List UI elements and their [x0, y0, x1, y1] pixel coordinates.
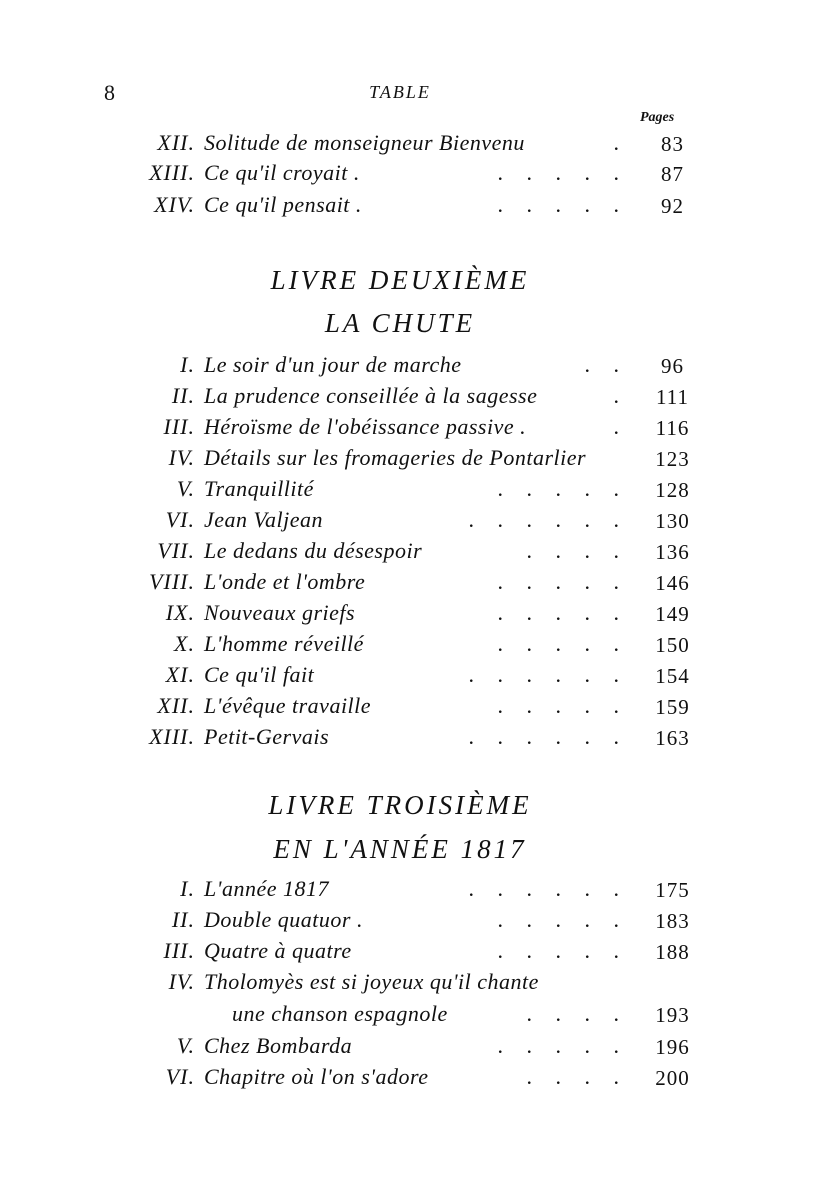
toc-entry [0, 1033, 840, 1063]
page-ref: 154 [655, 664, 690, 688]
book-heading: LIVRE DEUXIÈME [270, 265, 530, 295]
leader-dots: . . . . . [497, 600, 628, 625]
leader-dots: . . . . . [497, 160, 628, 185]
leader-dots: . . . . . . [468, 876, 628, 901]
page-ref: 87 [661, 162, 684, 186]
toc-entry [0, 969, 840, 999]
chapter-number: I. [180, 352, 195, 377]
leader-dots: . [613, 130, 628, 155]
chapter-title: Quatre à quatre [204, 938, 352, 963]
chapter-title: Ce qu'il pensait . [204, 192, 362, 217]
chapter-title: Héroïsme de l'obéissance passive . [204, 414, 527, 439]
chapter-title: L'homme réveillé [204, 631, 364, 656]
toc-entry [0, 600, 840, 630]
page-ref: 183 [655, 909, 690, 933]
toc-entry [0, 507, 840, 537]
book-subheading: EN L'ANNÉE 1817 [273, 834, 527, 864]
pages-column-label: Pages [640, 110, 675, 125]
leader-dots: . . . . . [497, 192, 628, 217]
page-ref: 92 [661, 194, 684, 218]
toc-entry [0, 938, 840, 968]
leader-dots: . [613, 414, 628, 439]
toc-entry [0, 476, 840, 506]
page-ref: 188 [655, 940, 690, 964]
chapter-title: Détails sur les fromageries de Pontarlier [204, 445, 587, 470]
chapter-number: II. [171, 907, 195, 932]
chapter-number: IV. [168, 969, 195, 994]
leader-dots: . . . . [526, 538, 628, 563]
page-ref: 159 [655, 695, 690, 719]
leader-dots: . . . . [526, 1064, 628, 1089]
chapter-number: XII. [157, 693, 195, 718]
chapter-title: Chapitre où l'on s'adore [204, 1064, 429, 1089]
page-ref: 123 [655, 447, 690, 471]
chapter-title: Chez Bombarda [204, 1033, 353, 1058]
chapter-number: XII. [157, 130, 195, 155]
chapter-number: II. [171, 383, 195, 408]
chapter-title: La prudence conseillée à la sagesse [204, 383, 538, 408]
toc-entry [0, 724, 840, 754]
chapter-number: VI. [165, 507, 195, 532]
page-ref: 111 [656, 385, 689, 409]
chapter-number: X. [174, 631, 195, 656]
toc-entry [0, 1064, 840, 1094]
chapter-title: Ce qu'il fait [204, 662, 315, 687]
toc-entry [0, 569, 840, 599]
leader-dots: . . . . . [497, 569, 628, 594]
chapter-title: Le dedans du désespoir [204, 538, 423, 563]
chapter-number: VIII. [149, 569, 195, 594]
leader-dots: . . . . . [497, 907, 628, 932]
toc-entry [0, 130, 840, 160]
chapter-title: Double quatuor . [204, 907, 363, 932]
chapter-title: L'évêque travaille [204, 693, 372, 718]
page-ref: 150 [655, 633, 690, 657]
leader-dots: . . . . [526, 1001, 628, 1026]
chapter-number: IX. [165, 600, 195, 625]
leader-dots: . . . . . [497, 631, 628, 656]
chapter-number: XIII. [149, 724, 195, 749]
page-ref: 149 [655, 602, 690, 626]
toc-entry [0, 662, 840, 692]
chapter-title: une chanson espagnole [232, 1001, 448, 1026]
chapter-number: VI. [165, 1064, 195, 1089]
chapter-number: III. [163, 414, 195, 439]
running-title: TABLE [369, 82, 431, 102]
chapter-number: III. [163, 938, 195, 963]
chapter-title: Ce qu'il croyait . [204, 160, 360, 185]
chapter-number: VII. [157, 538, 195, 563]
page-ref: 163 [655, 726, 690, 750]
leader-dots: . . . . . . [468, 507, 628, 532]
page-ref: 200 [655, 1066, 690, 1090]
chapter-title: Jean Valjean [204, 507, 324, 532]
book-heading: LIVRE TROISIÈME [268, 790, 532, 820]
chapter-number: XIV. [154, 192, 195, 217]
page-ref: 136 [655, 540, 690, 564]
page-ref: 116 [655, 416, 690, 440]
chapter-title: Nouveaux griefs [204, 600, 356, 625]
toc-entry [0, 192, 840, 222]
chapter-number: I. [180, 876, 195, 901]
book-subheading: LA CHUTE [324, 308, 476, 338]
leader-dots: . . . . . [497, 938, 628, 963]
toc-entry [0, 414, 840, 444]
page-ref: 96 [661, 354, 684, 378]
page-ref: 146 [655, 571, 690, 595]
toc-entry [0, 383, 840, 413]
page-ref: 128 [655, 478, 690, 502]
leader-dots: . . . . . [497, 476, 628, 501]
chapter-title: L'année 1817 [204, 876, 329, 901]
chapter-number: IV. [168, 445, 195, 470]
toc-entry [0, 538, 840, 568]
chapter-number: XI. [165, 662, 195, 687]
chapter-number: V. [176, 1033, 195, 1058]
page-ref: 196 [655, 1035, 690, 1059]
toc-entry [0, 876, 840, 906]
chapter-title: L'onde et l'ombre [204, 569, 366, 594]
toc-entry-continuation [0, 1001, 840, 1031]
chapter-title: Petit-Gervais [204, 724, 330, 749]
toc-entry [0, 160, 840, 190]
page-ref: 83 [661, 132, 684, 156]
page-ref: 130 [655, 509, 690, 533]
page-number: 8 [104, 80, 115, 105]
chapter-title: Tholomyès est si joyeux qu'il chante [204, 969, 539, 994]
toc-entry [0, 631, 840, 661]
chapter-title: Le soir d'un jour de marche [204, 352, 462, 377]
chapter-title: Solitude de monseigneur Bienvenu [204, 130, 525, 155]
toc-entry [0, 907, 840, 937]
leader-dots: . [613, 383, 628, 408]
leader-dots: . . . . . . [468, 724, 628, 749]
toc-entry [0, 352, 840, 382]
leader-dots: . . [584, 352, 628, 377]
leader-dots: . . . . . [497, 693, 628, 718]
toc-entry [0, 693, 840, 723]
chapter-title: Tranquillité [204, 476, 314, 501]
chapter-number: XIII. [149, 160, 195, 185]
toc-entry [0, 445, 840, 475]
chapter-number: V. [176, 476, 195, 501]
leader-dots: . . . . . . [468, 662, 628, 687]
page-ref: 175 [655, 878, 690, 902]
leader-dots: . . . . . [497, 1033, 628, 1058]
page-ref: 193 [655, 1003, 690, 1027]
